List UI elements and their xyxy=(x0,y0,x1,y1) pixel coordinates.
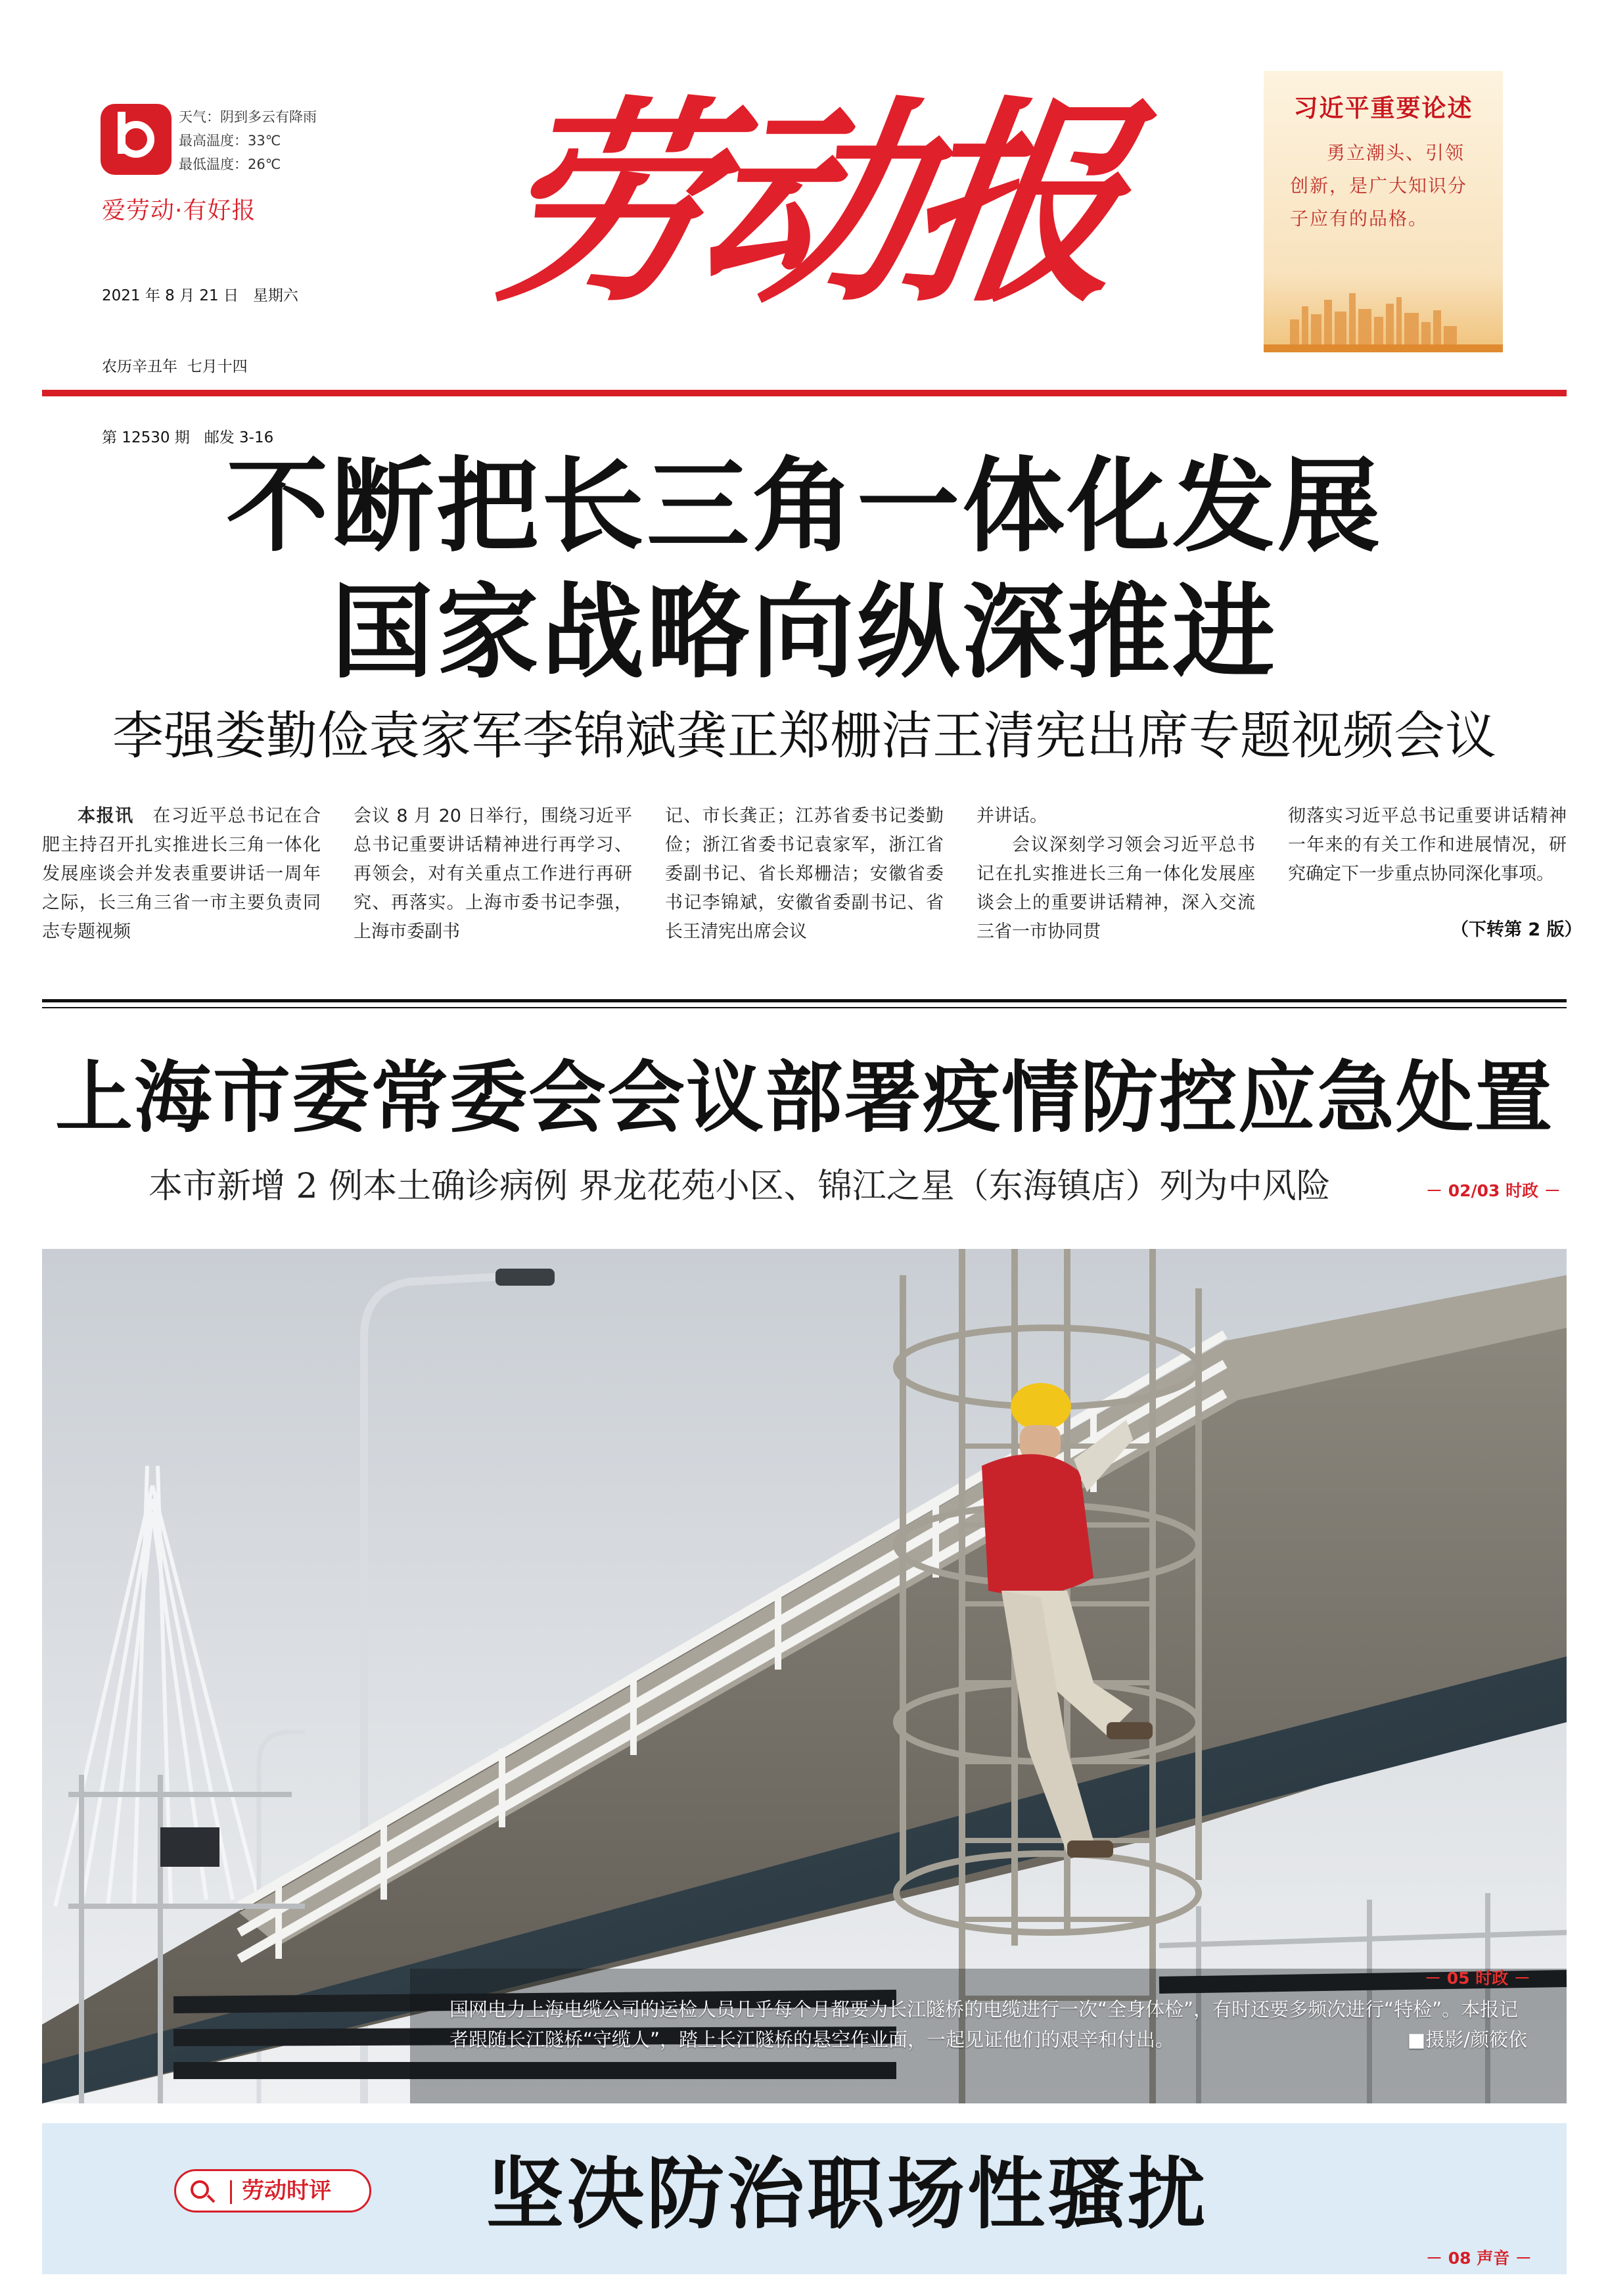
lead-column-5 xyxy=(1288,802,1567,889)
section-rule-thick xyxy=(42,999,1567,1002)
newspaper-nameplate: 劳动报 xyxy=(479,76,1131,331)
page-ref-05[interactable]: － 05 时政 － xyxy=(1425,1969,1530,1988)
skyline-illustration xyxy=(1264,280,1503,352)
caption-text: 国网电力上海电缆公司的运检人员几乎每个月都要为长江隧桥的电缆进行一次“全身体检”，有时还要多频次进行“特检”。本报记者跟随长江隧桥“守缆人”，踏上长江隧桥的悬空作业面，一起见证他们的艰辛和付出。 xyxy=(449,1998,1519,2051)
column-text: 会议 8 月 20 日举行，围绕习近平总书记重要讲话精神进行再学习、再领会，对有关重点工作进行再研究、再落实。上海市委书记李强，上海市委副书 xyxy=(354,806,632,942)
quote-box-text: 勇立潮头、引领创新，是广大知识分子应有的品格。 xyxy=(1290,142,1468,229)
quote-box-title: 习近平重要论述 xyxy=(1293,93,1473,122)
issue-number-line: 第 12530 期 邮发 3-16 xyxy=(102,429,274,446)
column-text: 在习近平总书记在合肥主持召开扎实推进长三角一体化发展座谈会并发表重要讲话一周年之际，长三角三省一市主要负责同志专题视频 xyxy=(42,806,321,942)
page-ref-02-03[interactable]: － 02/03 时政 － xyxy=(1426,1181,1561,1200)
lead-column-4 xyxy=(976,802,1255,947)
slogan: 爱劳动·有好报 xyxy=(102,197,256,224)
column-text: 并讲话。 xyxy=(976,806,1047,826)
column-text: 会议深刻学习领会习近平总书记在扎实推进长三角一体化发展座谈会上的重要讲话精神，深入交流三省一市协同贯 xyxy=(976,835,1255,942)
second-subheadline: 本市新增 2 例本土确诊病例 界龙花苑小区、锦江之星（东海镇店）列为中风险 xyxy=(149,1167,1331,1206)
section-rule-thin xyxy=(42,1007,1567,1008)
page-ref-08[interactable]: － 08 声音 － xyxy=(1426,2249,1532,2268)
issue-meta xyxy=(102,237,298,473)
weather-condition: 天气：阴到多云有降雨 xyxy=(179,109,317,125)
lead-subheadline: 李强娄勤俭袁家军李锦斌龚正郑栅洁王清宪出席专题视频会议 xyxy=(112,707,1496,766)
magnifier-handle xyxy=(207,2195,216,2203)
date-line: 2021 年 8 月 21 日 星期六 xyxy=(102,287,298,304)
byline: 本报讯 xyxy=(78,806,134,826)
commentary-label-pill[interactable] xyxy=(174,2169,371,2213)
label-divider xyxy=(230,2180,232,2204)
weather-low: 最低温度：26℃ xyxy=(179,156,281,172)
weather-high: 最高温度：33℃ xyxy=(179,133,281,149)
continued-on-page-2[interactable]: （下转第 2 版） xyxy=(1451,920,1582,940)
column-text: 记、市长龚正；江苏省委书记娄勤俭；浙江省委书记袁家军，浙江省委副书记、省长郑栅洁；安徽省委书记李锦斌，安徽省委副书记、省长王清宪出席会议 xyxy=(665,806,944,942)
lead-column-1 xyxy=(42,802,321,947)
column-text: 彻落实习近平总书记重要讲话精神一年来的有关工作和进展情况，研究确定下一步重点协同深化事项。 xyxy=(1288,806,1567,884)
masthead-rule xyxy=(42,390,1567,396)
commentary-headline[interactable]: 坚决防治职场性骚扰 xyxy=(486,2148,1208,2239)
lunar-date-line: 农历辛丑年 七月十四 xyxy=(102,358,248,375)
lead-column-2 xyxy=(354,802,632,947)
lead-headline-line-1[interactable]: 不断把长三角一体化发展 xyxy=(226,446,1383,566)
lead-column-3 xyxy=(665,802,944,947)
lead-story-body xyxy=(42,802,1567,960)
bridge-worker-photo xyxy=(42,1249,1567,2103)
photo-credit: ■摄影/颜筱依 xyxy=(1407,2028,1527,2051)
logo-letter-bowl xyxy=(118,121,154,158)
weather-box xyxy=(179,105,317,176)
lead-headline-line-2[interactable]: 国家战略向纵深推进 xyxy=(331,572,1277,692)
lead-photo[interactable] xyxy=(42,1249,1567,2103)
quote-box[interactable] xyxy=(1264,71,1503,352)
second-headline[interactable]: 上海市委常委会会议部署疫情防控应急处置 xyxy=(55,1052,1553,1143)
photo-caption xyxy=(449,1994,1527,2055)
commentary-label: 劳动时评 xyxy=(242,2178,331,2204)
logo-badge xyxy=(101,104,172,175)
